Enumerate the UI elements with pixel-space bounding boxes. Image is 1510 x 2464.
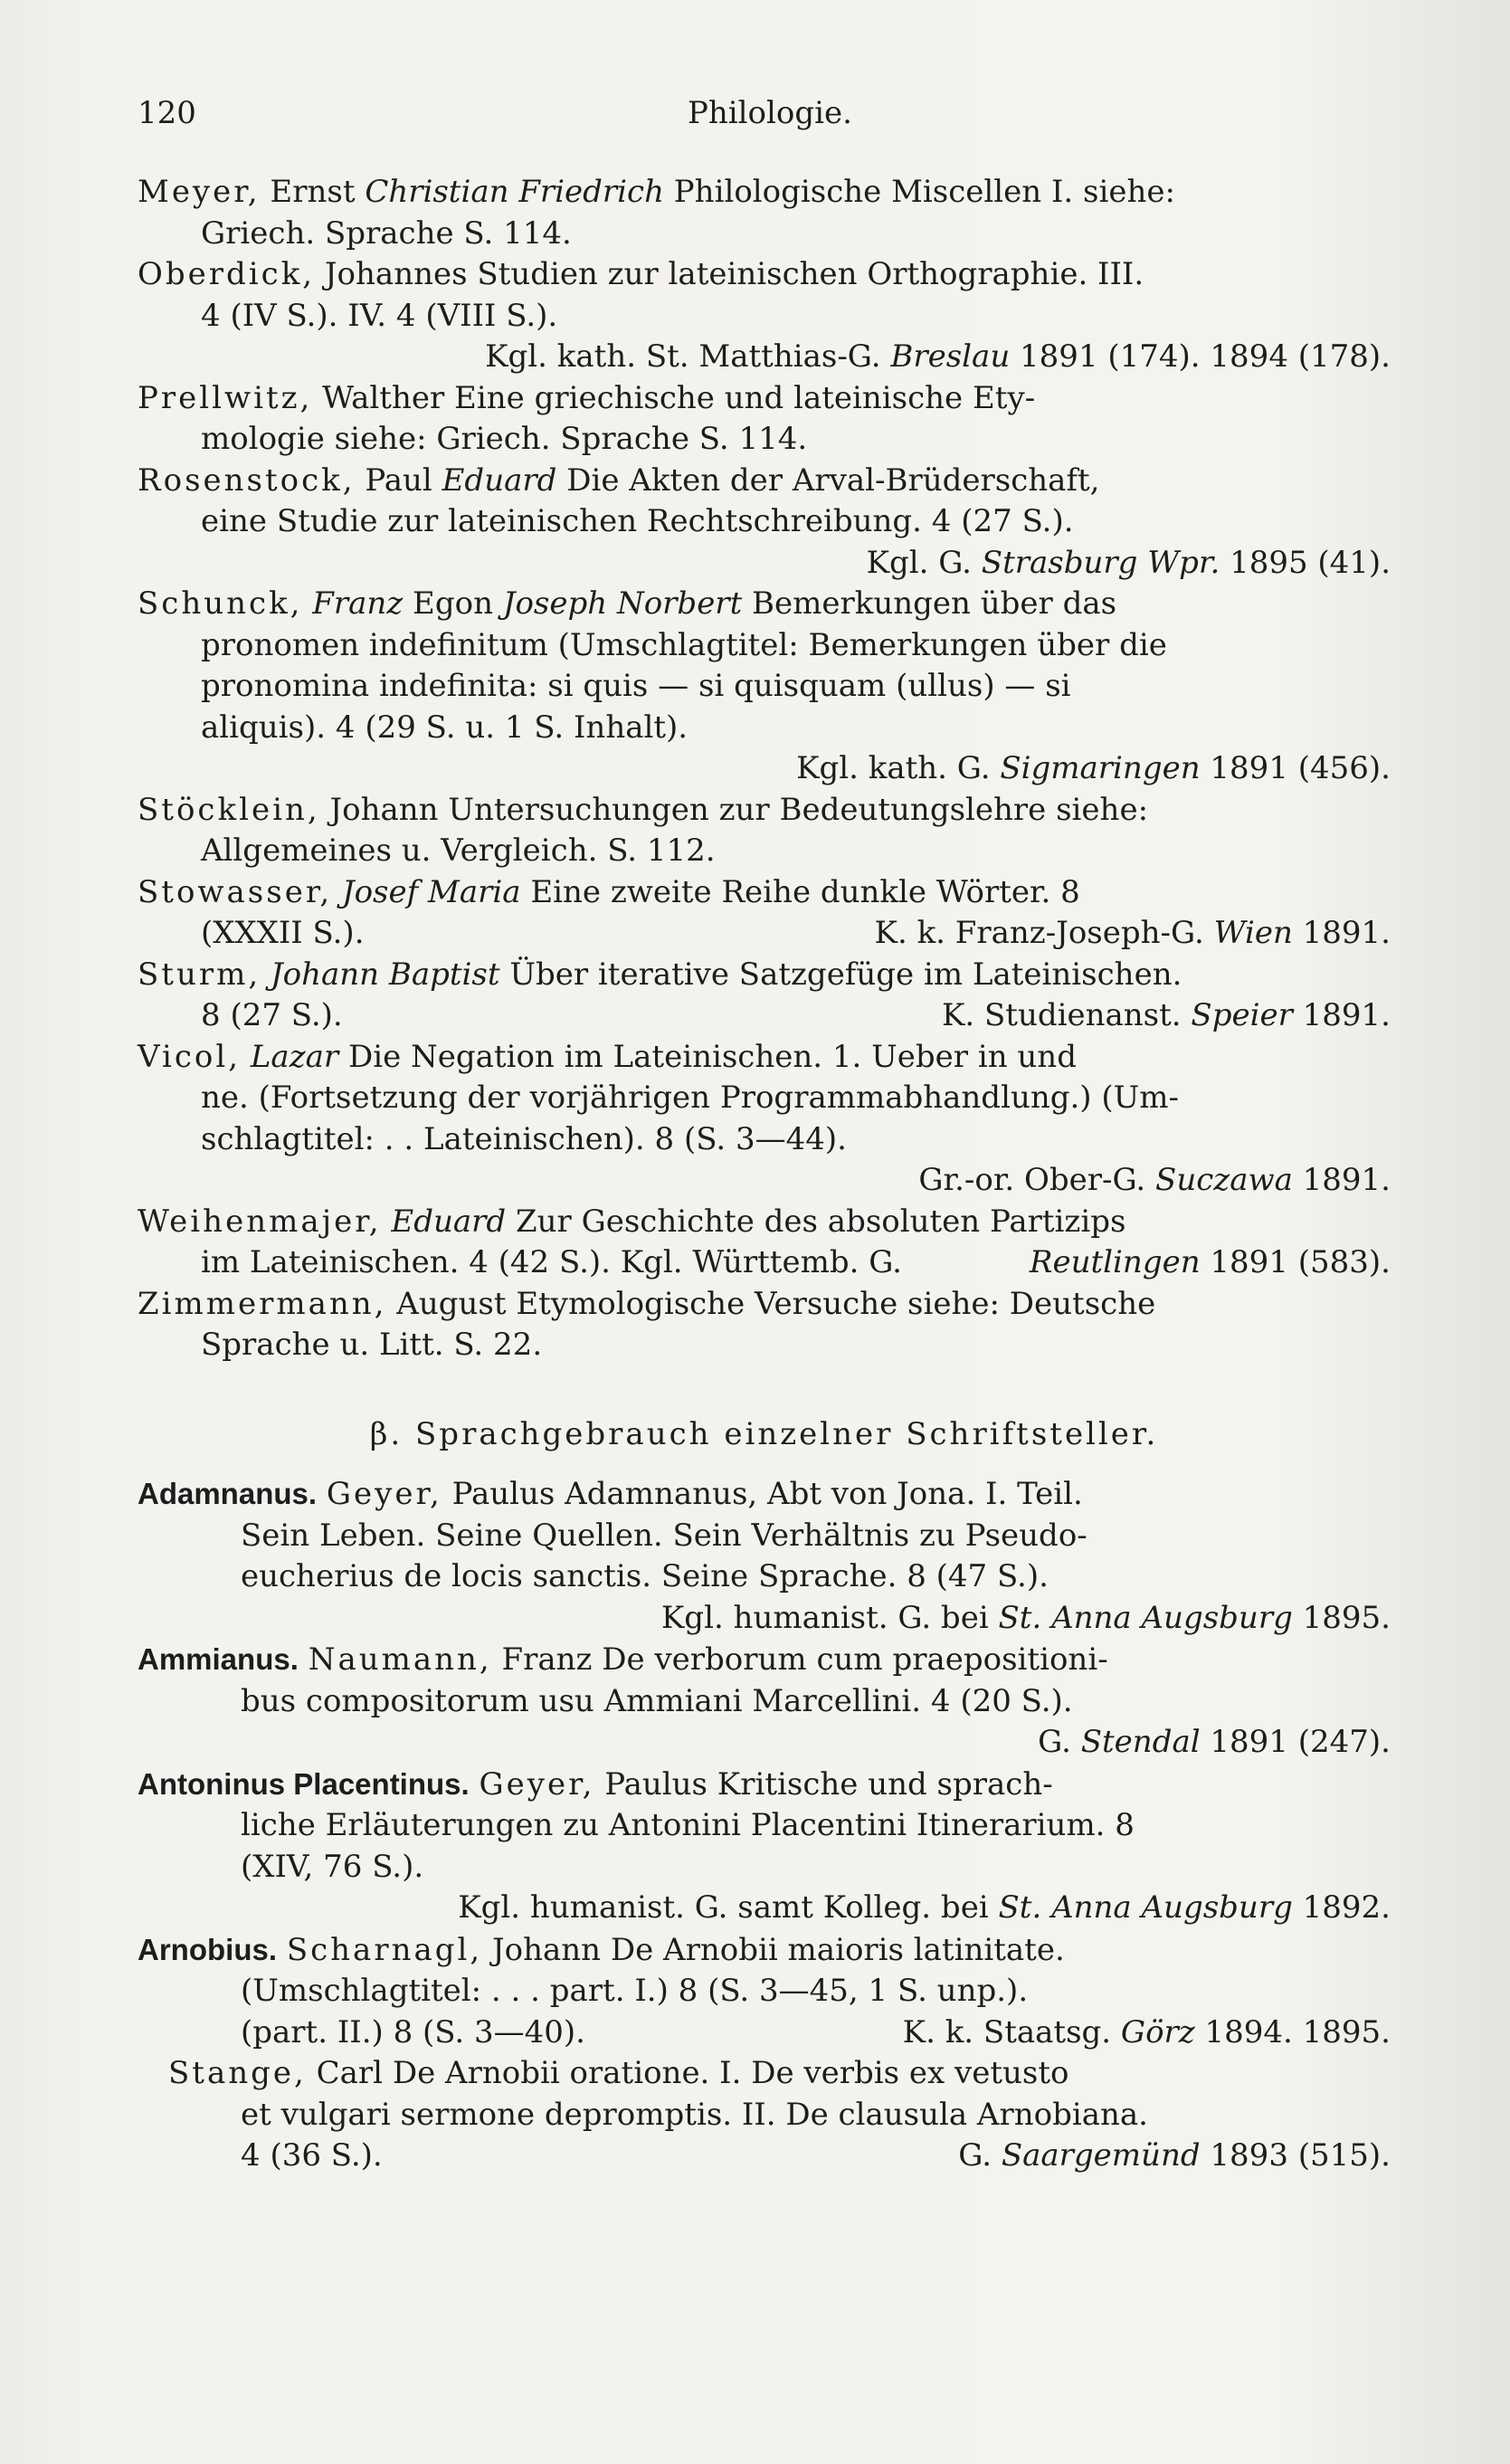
school: K. k. Staatsg. bbox=[902, 2013, 1112, 2050]
given-name-italic: Eduard bbox=[442, 461, 557, 499]
place-line bbox=[138, 1598, 1391, 1640]
author-name: Naumann, bbox=[308, 1641, 492, 1678]
entry-text: mologie siehe: Griech. Sprache S. 114. bbox=[201, 421, 808, 457]
place-line bbox=[138, 748, 1391, 790]
school: Kgl. G. bbox=[866, 544, 972, 581]
author-name: Zimmermann, bbox=[138, 1285, 387, 1322]
entry-text: (Umschlagtitel: . . . part. I.) 8 (S. 3—45, 1 S. unp.). bbox=[241, 1973, 1029, 2009]
entry-antoninus bbox=[138, 1764, 1391, 1929]
school: Kgl. kath. St. Matthias-G. bbox=[485, 338, 881, 375]
school: Kgl. kath. G. bbox=[796, 750, 991, 786]
page-header bbox=[138, 95, 1392, 140]
entry-text: Sprache u. Litt. S. 22. bbox=[201, 1327, 543, 1363]
entry-text: Bemerkungen über das bbox=[752, 585, 1117, 622]
place: St. Anna Augsburg bbox=[998, 1599, 1293, 1636]
entry-weihenmajer bbox=[138, 1202, 1391, 1284]
entry-stowasser bbox=[138, 872, 1391, 955]
author-name: Rosenstock, bbox=[138, 461, 356, 499]
place: Wien bbox=[1213, 915, 1293, 951]
entry-text: 8 (27 S.). bbox=[201, 997, 343, 1033]
entry-arnobius bbox=[138, 1929, 1391, 2054]
year: 1891 (583). bbox=[1210, 1244, 1391, 1280]
school: Kgl. humanist. G. bei bbox=[660, 1599, 989, 1636]
entry-adamnanus bbox=[138, 1473, 1391, 1639]
year: 1895 (41). bbox=[1230, 544, 1391, 581]
year: 1891. bbox=[1302, 1162, 1391, 1198]
entry-text: Die Negation im Lateinischen. 1. Ueber in und bbox=[347, 1038, 1077, 1075]
entry-text: 4 (36 S.). bbox=[241, 2137, 383, 2174]
entry-text: pronomen indefinitum (Umschlagtitel: Bemerkungen über die bbox=[201, 626, 1167, 663]
place: Reutlingen bbox=[1029, 1244, 1201, 1280]
entry-text: schlagtitel: . . Lateinischen). 8 (S. 3—44). bbox=[201, 1120, 847, 1157]
given-name-italic: Christian Friedrich bbox=[365, 174, 664, 210]
place-line bbox=[138, 2012, 1391, 2054]
author-name: Weihenmajer, bbox=[138, 1203, 382, 1240]
entry-meyer bbox=[138, 172, 1391, 254]
entry-ammianus bbox=[138, 1639, 1391, 1764]
given-name-italic: Maria bbox=[428, 873, 521, 910]
school: K. Studienanst. bbox=[941, 997, 1182, 1033]
entry-rosenstock bbox=[138, 461, 1391, 585]
place-line bbox=[138, 337, 1391, 378]
place: Speier bbox=[1191, 997, 1293, 1033]
entry-text: Paulus Adamnanus, Abt von Jona. I. Teil. bbox=[451, 1476, 1083, 1512]
bibliography-content bbox=[138, 172, 1391, 2177]
author-name: Scharnagl, bbox=[286, 1931, 483, 1968]
entry-text: Carl De Arnobii oratione. I. De verbis ex vetusto bbox=[316, 2055, 1069, 2091]
entry-text: Griech. Sprache S. 114. bbox=[201, 214, 572, 252]
page-number: 120 bbox=[138, 95, 196, 131]
author-name: Stowasser, bbox=[138, 873, 333, 910]
entry-vicol bbox=[138, 1037, 1391, 1202]
section-heading: β. Sprachgebrauch einzelner Schriftsteller. bbox=[369, 1415, 1159, 1452]
entry-text: Philologische Miscellen I. siehe: bbox=[673, 174, 1175, 210]
place: Strasburg Wpr. bbox=[981, 544, 1220, 581]
year: 1892. bbox=[1302, 1889, 1391, 1926]
place-line bbox=[138, 1888, 1391, 1929]
entry-text: et vulgari sermone depromptis. II. De clausula Arnobiana. bbox=[241, 2096, 1148, 2133]
author-name: Oberdick, bbox=[138, 256, 316, 292]
year: 1891 (174). 1894 (178). bbox=[1020, 338, 1391, 375]
author-name: Vicol, bbox=[138, 1038, 242, 1075]
entry-text: Die Akten der Arval-Brüderschaft, bbox=[566, 461, 1100, 499]
entry-text: ne. (Fortsetzung der vorjährigen Programmabhandlung.) (Um- bbox=[201, 1080, 1180, 1116]
entry-text: (XXXII S.). bbox=[201, 915, 365, 951]
entry-stange bbox=[138, 2053, 1391, 2177]
year: 1891 (456). bbox=[1210, 750, 1391, 786]
subject-author: Arnobius. bbox=[138, 1932, 277, 1966]
author-name: Sturm, bbox=[138, 956, 261, 993]
entry-text: pronomina indefinita: si quis — si quisquam (ullus) — si bbox=[201, 668, 1071, 704]
entry-text: Johann Untersuchungen zur Bedeutungslehre siehe: bbox=[329, 791, 1149, 828]
school: Kgl. humanist. G. samt Kolleg. bei bbox=[458, 1889, 989, 1926]
entry-text: Walther Eine griechische und lateinische Ety- bbox=[322, 379, 1036, 416]
page-title: Philologie. bbox=[688, 95, 852, 131]
entry-sturm bbox=[138, 955, 1391, 1037]
subject-author: Antoninus Placentinus. bbox=[138, 1766, 470, 1801]
entry-text: eine Studie zur lateinischen Rechtschreibung. 4 (27 S.). bbox=[201, 503, 1074, 539]
place-line bbox=[138, 1722, 1391, 1764]
year: 1891 (247). bbox=[1210, 1724, 1391, 1760]
place-line bbox=[138, 543, 1391, 585]
subject-author: Adamnanus. bbox=[138, 1477, 318, 1510]
entry-stoecklein bbox=[138, 790, 1391, 872]
entry-text: Franz De verborum cum praepositioni- bbox=[501, 1641, 1108, 1678]
place: Görz bbox=[1120, 2013, 1195, 2050]
school: G. bbox=[958, 2137, 992, 2174]
entry-text: bus compositorum usu Ammiani Marcellini. 4 (20 S.). bbox=[241, 1682, 1073, 1719]
place: Saargemünd bbox=[1001, 2137, 1201, 2174]
entry-text: (part. II.) 8 (S. 3—40). bbox=[241, 2013, 585, 2050]
entry-text: Über iterative Satzgefüge im Lateinischen. bbox=[509, 956, 1182, 993]
entry-text: August Etymologische Versuche siehe: Deutsche bbox=[396, 1285, 1156, 1322]
entry-text: Eine zweite Reihe dunkle Wörter. 8 bbox=[530, 873, 1080, 910]
place-line bbox=[138, 1160, 1391, 1202]
author-name: Stange, bbox=[168, 2055, 307, 2091]
author-name: Meyer, bbox=[138, 174, 261, 210]
given-name-italic: Joseph Norbert bbox=[502, 585, 743, 622]
entry-text: (XIV, 76 S.). bbox=[241, 1848, 424, 1885]
place: St. Anna Augsburg bbox=[998, 1889, 1293, 1926]
entry-prellwitz bbox=[138, 378, 1391, 461]
subject-author: Ammianus. bbox=[138, 1642, 299, 1676]
given-name: Egon bbox=[413, 585, 493, 622]
year: 1895. bbox=[1302, 1599, 1391, 1636]
place-line bbox=[138, 913, 1391, 955]
entry-text: Allgemeines u. Vergleich. S. 112. bbox=[201, 832, 716, 869]
entry-text: aliquis). 4 (29 S. u. 1 S. Inhalt). bbox=[201, 709, 689, 746]
given-name: Paul bbox=[365, 461, 432, 499]
place-line bbox=[138, 2136, 1391, 2177]
entry-text: eucherius de locis sanctis. Seine Sprache. 8 (47 S.). bbox=[241, 1558, 1049, 1594]
entry-text: Zur Geschichte des absoluten Partizips bbox=[516, 1203, 1126, 1240]
author-name: Geyer, bbox=[479, 1765, 595, 1803]
year: 1891. bbox=[1302, 997, 1391, 1033]
place: Stendal bbox=[1080, 1724, 1201, 1760]
school: G. bbox=[1038, 1724, 1071, 1760]
entry-text: Johann De Arnobii maioris latinitate. bbox=[492, 1931, 1065, 1968]
place: Suczawa bbox=[1155, 1162, 1293, 1198]
place-line bbox=[138, 995, 1391, 1037]
entry-text: 4 (IV S.). IV. 4 (VIII S.). bbox=[201, 297, 558, 334]
given-name-italic: Josef bbox=[341, 873, 419, 910]
school: Gr.-or. Ober-G. bbox=[918, 1162, 1146, 1198]
year: 1893 (515). bbox=[1210, 2137, 1391, 2174]
place-line bbox=[138, 1242, 1391, 1284]
entry-text: im Lateinischen. 4 (42 S.). Kgl. Württemb. G. bbox=[201, 1244, 902, 1280]
given-name-italic: Eduard bbox=[391, 1203, 507, 1240]
author-name: Schunck, bbox=[138, 585, 303, 622]
given-name-italic: Lazar bbox=[250, 1038, 339, 1075]
entry-text: Paulus Kritische und sprach- bbox=[604, 1765, 1053, 1803]
given-name-italic: Johann Baptist bbox=[270, 956, 500, 993]
entry-text: Sein Leben. Seine Quellen. Sein Verhältnis zu Pseudo- bbox=[241, 1517, 1087, 1554]
entry-schunck bbox=[138, 584, 1391, 790]
author-name: Stöcklein, bbox=[138, 791, 320, 828]
entry-text: liche Erläuterungen zu Antonini Placentini Itinerarium. 8 bbox=[241, 1807, 1135, 1843]
year: 1894. 1895. bbox=[1204, 2013, 1391, 2050]
school: K. k. Franz-Joseph-G. bbox=[874, 915, 1204, 951]
author-name: Prellwitz, bbox=[138, 379, 313, 416]
place: Sigmaringen bbox=[1000, 750, 1201, 786]
year: 1891. bbox=[1302, 915, 1391, 951]
entry-zimmermann bbox=[138, 1284, 1391, 1366]
entry-text: Johannes Studien zur lateinischen Orthographie. III. bbox=[324, 256, 1144, 292]
entry-oberdick bbox=[138, 254, 1391, 378]
given-name: Ernst bbox=[270, 174, 356, 210]
given-name-italic: Franz bbox=[312, 585, 404, 622]
place: Breslau bbox=[890, 338, 1011, 375]
author-name: Geyer, bbox=[326, 1476, 442, 1512]
